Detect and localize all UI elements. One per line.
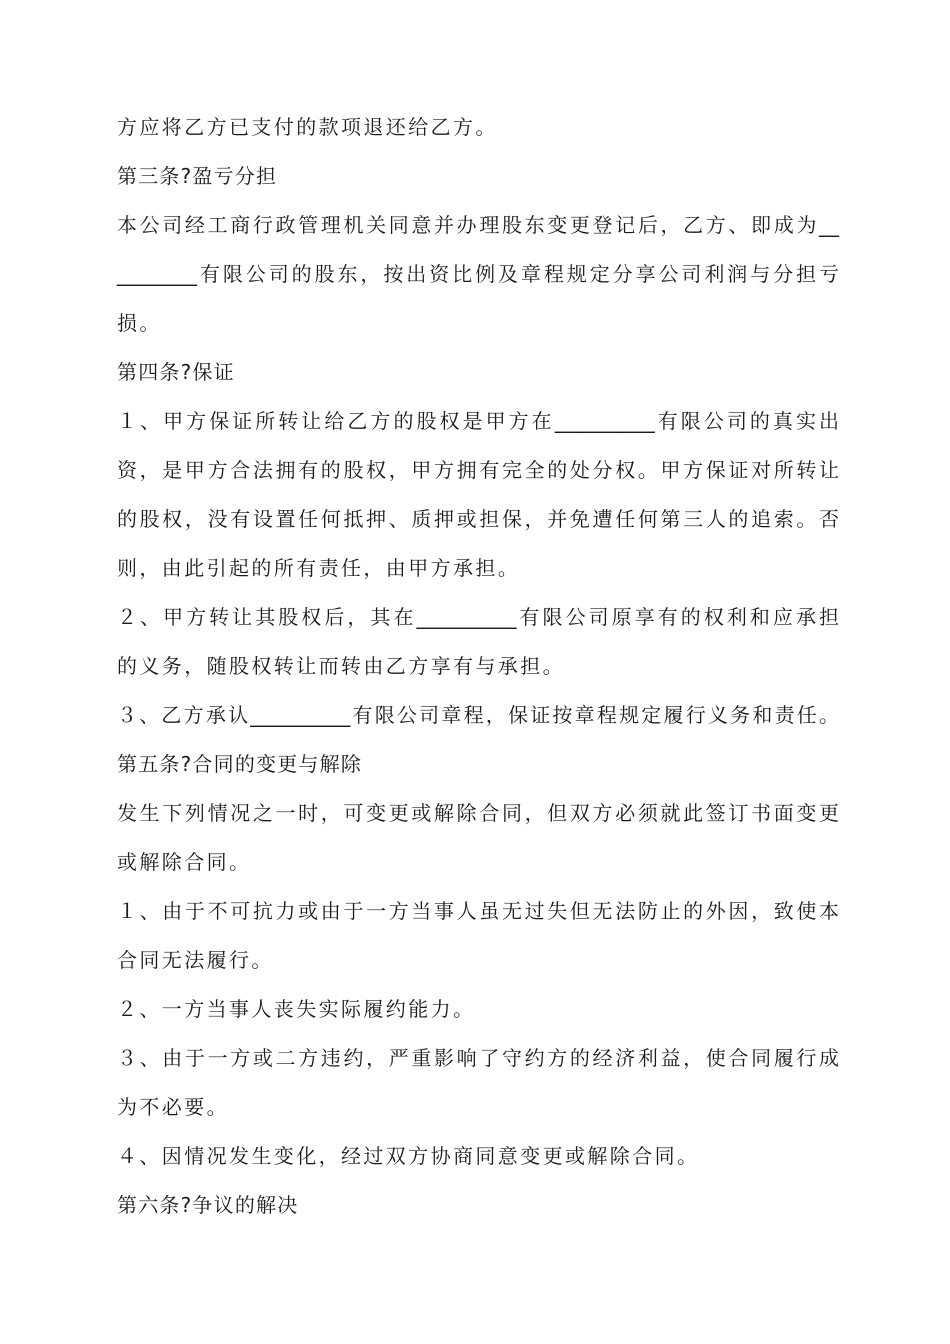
article-4-heading: 第四条?保证 xyxy=(117,360,235,384)
article-3-heading: 第三条?盈亏分担 xyxy=(117,164,278,188)
document-page xyxy=(117,103,839,1230)
paragraph-line: ４、因情况发生变化，经过双方协商同意变更或解除合同。 xyxy=(117,1144,700,1168)
paragraph-line: ________有限公司的股东，按出资比例及章程规定分享公司利润与分担亏 xyxy=(117,262,839,286)
paragraph-line: 或解除合同。 xyxy=(117,850,252,874)
paragraph-line: ２、甲方转让其股权后，其在__________有限公司原享有的权利和应承担 xyxy=(117,605,839,629)
paragraph-line: 为不必要。 xyxy=(117,1095,229,1119)
paragraph-line: 方应将乙方已支付的款项退还给乙方。 xyxy=(117,115,498,139)
paragraph-line: ３、由于一方或二方违约，严重影响了守约方的经济利益，使合同履行成 xyxy=(117,1046,839,1070)
article-5-heading: 第五条?合同的变更与解除 xyxy=(117,752,363,776)
paragraph-line: １、由于不可抗力或由于一方当事人虽无过失但无法防止的外因，致使本 xyxy=(117,899,839,923)
paragraph-line: 发生下列情况之一时，可变更或解除合同，但双方必须就此签订书面变更 xyxy=(117,801,839,825)
paragraph-line: 资，是甲方合法拥有的股权，甲方拥有完全的处分权。甲方保证对所转让 xyxy=(117,458,839,482)
paragraph-line: ３、乙方承认__________有限公司章程，保证按章程规定履行义务和责任。 xyxy=(117,703,839,727)
paragraph-line: １、甲方保证所转让给乙方的股权是甲方在__________有限公司的真实出 xyxy=(117,409,839,433)
article-6-heading: 第六条?争议的解决 xyxy=(117,1193,299,1217)
paragraph-line: 损。 xyxy=(117,311,162,335)
paragraph-line: 的股权，没有设置任何抵押、质押或担保，并免遭任何第三人的追索。否 xyxy=(117,507,839,531)
paragraph-line: 合同无法履行。 xyxy=(117,948,274,972)
paragraph-line: 的义务，随股权转让而转由乙方享有与承担。 xyxy=(117,654,565,678)
paragraph-line: 则，由此引起的所有责任，由甲方承担。 xyxy=(117,556,521,580)
paragraph-line: 本公司经工商行政管理机关同意并办理股东变更登记后，乙方、即成为__ xyxy=(117,213,839,237)
paragraph-line: ２、一方当事人丧失实际履约能力。 xyxy=(117,997,476,1021)
